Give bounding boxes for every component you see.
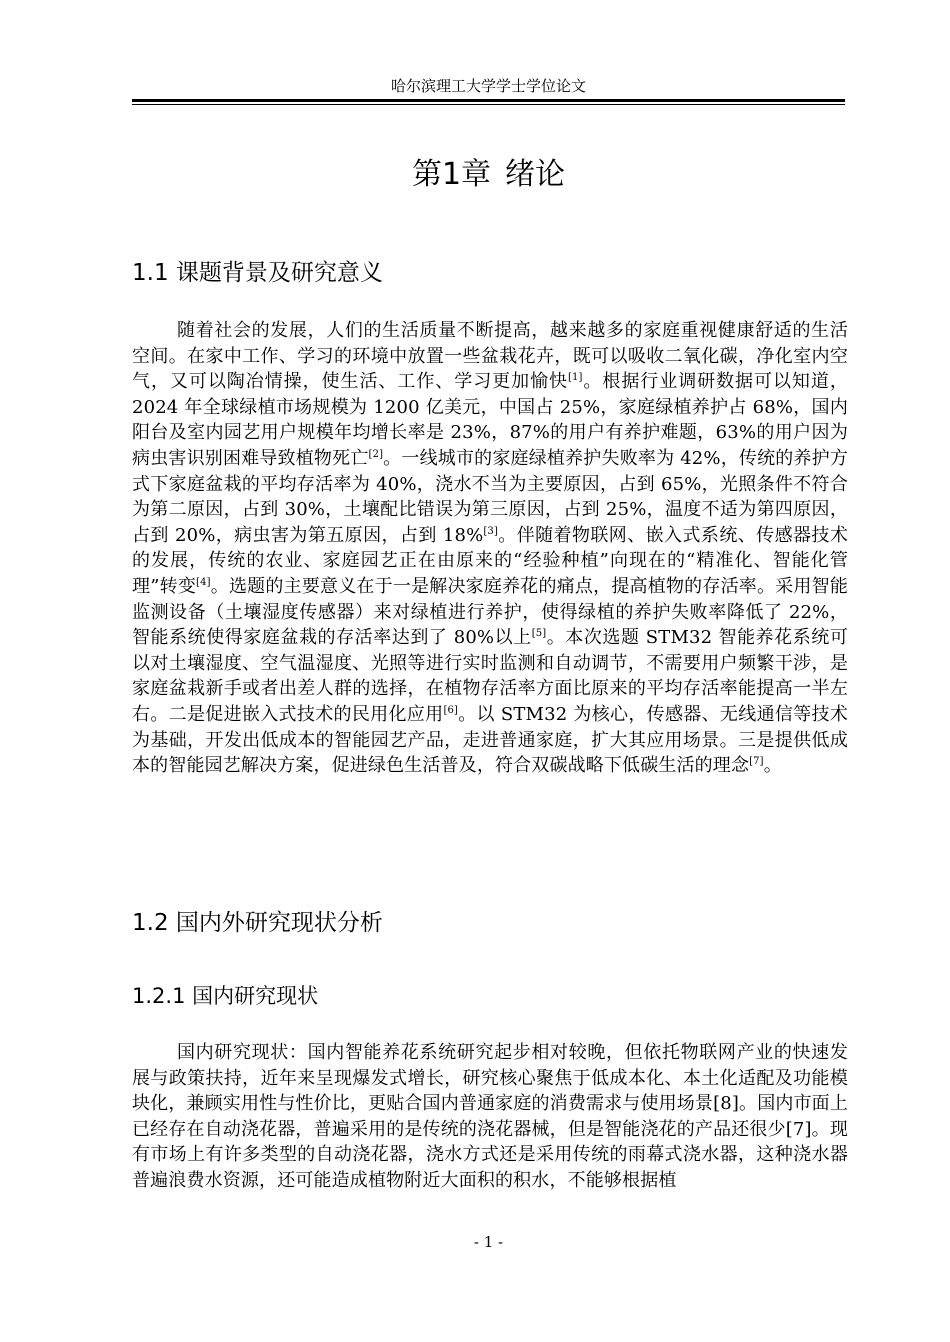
subsection-title-1-2-1: 1.2.1 国内研究现状 <box>132 984 319 1008</box>
page-number: - 1 - <box>473 1233 504 1251</box>
citation-2: [2] <box>368 448 384 460</box>
citation-7: [7] <box>749 756 764 768</box>
chapter-title <box>132 155 845 195</box>
chapter-name: 绪论 <box>505 157 566 192</box>
citation-5: [5] <box>531 628 547 640</box>
section-title-1-2: 1.2 国内外研究现状分析 <box>132 910 383 936</box>
citation-1: [1] <box>567 372 583 384</box>
header-rule-thick <box>132 99 845 102</box>
body-paragraph-1-1: 随着社会的发展，人们的生活质量不断提高，越来越多的家庭重视健康舒适的生活空间。在家中工作、学习的环境中放置一些盆栽花卉，既可以吸收二氧化碳，净化室内空气，又可以陶冶情操，使生活、工作、学习更加愉快[1]。根据行业调研数据可以知道，2024 年全球绿植市场规模为 1200 亿美元，中国占 25%，家庭绿植养护占 68%，国内阳台及室内园艺用户规模年均增长率是 23%，87%的用户有养护难题，63%的用户因为病虫害识别困难导致植物死亡[2]。一线城市的家庭绿植养护失败率为 42%，传统的养护方式下家庭盆栽的平均存活率为 40%，浇水不当为主要原因，占到 65%，光照条件不符合为第二原因，占到 30%，土壤配比错误为第三原因，占到 25%，温度不适为第四原因，占到 20%，病虫害为第五原因，占到 18%[3]。伴随着物联网、嵌入式系统、传感器技术的发展，传统的农业、家庭园艺正在由原来的“经验种植”向现在的“精准化、智能化管理”转变[4]。选题的主要意义在于一是解决家庭养花的痛点，提高植物的存活率。采用智能监测设备（土壤湿度传感器）来对绿植进行养护，使得绿植的养护失败率降低了 22%，智能系统使得家庭盆栽的存活率达到了 80%以上[5]。本次选题 STM32 智能养花系统可以对土壤湿度、空气温湿度、光照等进行实时监测和自动调节，不需要用户频繁干涉，是家庭盆栽新手或者出差人群的选择，在植物存活率方面比原来的平均存活率能提高一半左右。二是促进嵌入式技术的民用化应用[6]。以 STM32 为核心，传感器、无线通信等技术为基础，开发出低成本的智能园艺产品，走进普通家庭，扩大其应用场景。三是提供低成本的智能园艺解决方案，促进绿色生活普及，符合双碳战略下低碳生活的理念[7]。 <box>132 320 848 777</box>
citation-4: [4] <box>196 576 211 588</box>
chapter-number: 第1章 <box>411 157 492 192</box>
citation-6: [6] <box>443 704 459 716</box>
header-rule-thin <box>132 104 845 105</box>
running-header: 哈尔滨理工大学学士学位论文 <box>390 77 586 95</box>
body-paragraph-1-2-1: 国内研究现状：国内智能养花系统研究起步相对较晚，但依托物联网产业的快速发展与政策扶持，近年来呈现爆发式增长，研究核心聚焦于低成本化、本土化适配及功能模块化，兼顾实用性与性价比，更贴合国内普通家庭的消费需求与使用场景[8]。国内市面上已经存在自动浇花器，普遍采用的是传统的浇花器械，但是智能浇花的产品还很少[7]。现有市场上有许多类型的自动浇花器，浇水方式还是采用传统的雨幕式浇水器，这种浇水器普遍浪费水资源，还可能造成植物附近大面积的积水，不能够根据植 <box>132 1042 848 1191</box>
section-title-1-1: 1.1 课题背景及研究意义 <box>132 260 383 286</box>
citation-3: [3] <box>483 525 498 537</box>
